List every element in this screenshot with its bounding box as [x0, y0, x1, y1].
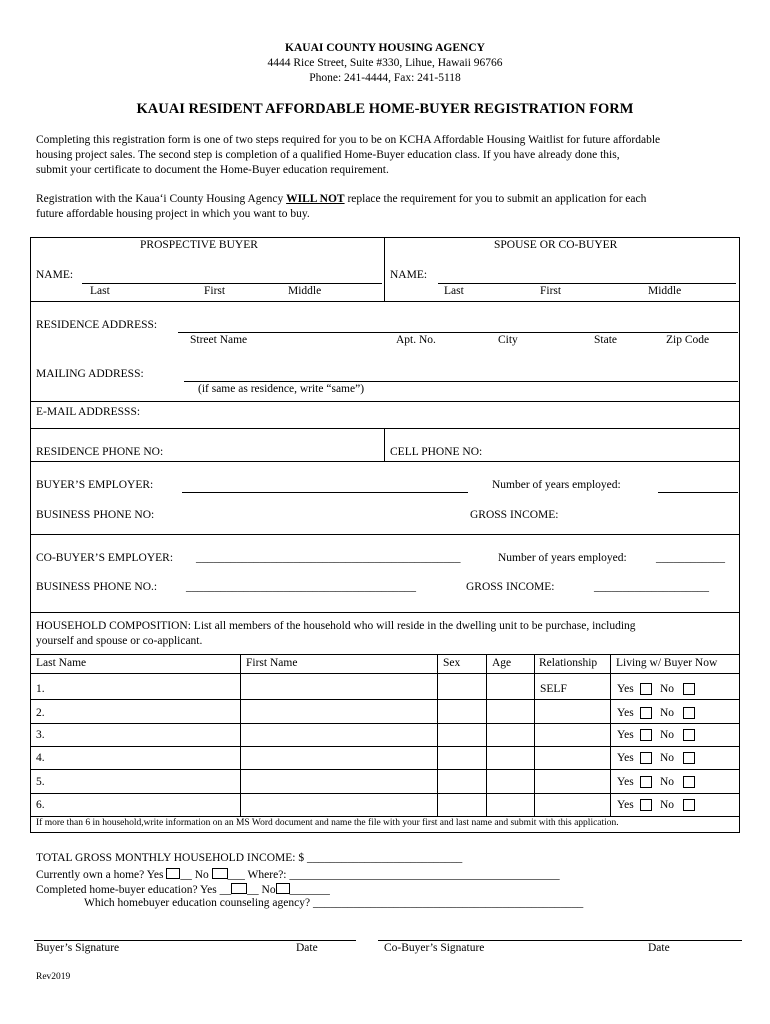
cobuyer-gross-income-label: GROSS INCOME: — [466, 581, 555, 593]
hh-yes-checkbox[interactable] — [640, 799, 652, 811]
cobuyer-name-label: NAME: — [390, 269, 428, 281]
notice-emphasis: WILL NOT — [286, 193, 345, 205]
hh-row-number: 3. — [36, 729, 45, 741]
hh-no-checkbox[interactable] — [683, 776, 695, 788]
row-divider — [30, 673, 740, 674]
row-divider — [30, 401, 740, 402]
buyer-employer-label: BUYER’S EMPLOYER: — [36, 479, 154, 491]
hh-yes-label: Yes — [617, 776, 634, 788]
own-home-no-checkbox[interactable] — [212, 868, 228, 879]
cobuyer-business-phone-label: BUSINESS PHONE NO.: — [36, 581, 158, 593]
row-divider — [30, 612, 740, 613]
buyer-signature-label: Buyer’s Signature — [36, 942, 120, 954]
street-label: Street Name — [190, 334, 248, 346]
cobuyer-years-label: Number of years employed: — [498, 552, 627, 564]
education-question: Completed home-buyer education? Yes __ — [36, 884, 232, 896]
notice-line-2: future affordable housing project in which you want to buy. — [36, 208, 310, 220]
own-home-yes-checkbox[interactable] — [166, 868, 180, 879]
row-divider — [30, 301, 740, 302]
row-divider — [30, 699, 740, 700]
hh-yes-label: Yes — [617, 752, 634, 764]
residence-phone-label: RESIDENCE PHONE NO: — [36, 446, 164, 458]
residence-address-field[interactable] — [178, 332, 738, 333]
row-divider — [30, 816, 740, 817]
intro-line-2: housing project sales. The second step is completion of a qualified Home-Buyer education class. If you have already done this, — [36, 149, 620, 161]
own-home-question: Currently own a home? Yes — [36, 869, 167, 881]
mailing-hint: (if same as residence, write “same”) — [198, 383, 365, 395]
hh-no-label: No — [660, 776, 675, 788]
hh-yes-checkbox[interactable] — [640, 707, 652, 719]
hh-header-sex: Sex — [443, 657, 461, 669]
email-label: E-MAIL ADDRESSS: — [36, 406, 141, 418]
education-line — [36, 882, 330, 896]
cobuyer-first-label: First — [540, 285, 562, 297]
hh-yes-label: Yes — [617, 683, 634, 695]
state-label: State — [594, 334, 617, 346]
notice-before: Registration with the Kaua‘i County Housing Agency — [36, 193, 287, 205]
cobuyer-signature-line[interactable] — [378, 940, 742, 941]
hh-row-number: 5. — [36, 776, 45, 788]
intro-line-1: Completing this registration form is one of two steps required for you to be on KCHA Affordable Housing Waitlist for future affordable — [36, 134, 661, 146]
buyer-name-label: NAME: — [36, 269, 74, 281]
own-home-where[interactable]: ___ Where?: _______________________________________________ — [227, 869, 560, 881]
own-home-no-text: __ No — [180, 869, 212, 881]
hh-row-number: 1. — [36, 683, 45, 695]
row-divider — [30, 746, 740, 747]
buyer-first-label: First — [204, 285, 226, 297]
education-no-text: __ No — [247, 884, 276, 896]
hh-no-checkbox[interactable] — [683, 707, 695, 719]
hh-no-checkbox[interactable] — [683, 683, 695, 695]
buyer-years-field[interactable] — [658, 492, 738, 493]
counseling-agency-line[interactable]: Which homebuyer education counseling agency? _______________________________________________ — [84, 897, 584, 909]
form-title: KAUAI RESIDENT AFFORDABLE HOME-BUYER REGISTRATION FORM — [136, 101, 634, 117]
hh-yes-checkbox[interactable] — [640, 729, 652, 741]
cobuyer-employer-field[interactable]: ______________________________________________ — [196, 552, 461, 564]
revision-label: Rev2019 — [36, 972, 71, 982]
col-header-buyer: PROSPECTIVE BUYER — [140, 239, 258, 251]
cobuyer-middle-label: Middle — [648, 285, 682, 297]
hh-yes-checkbox[interactable] — [640, 752, 652, 764]
hh-yes-label: Yes — [617, 799, 634, 811]
city-label: City — [498, 334, 518, 346]
hh-no-checkbox[interactable] — [683, 729, 695, 741]
phone-divider — [384, 428, 385, 461]
hh-no-label: No — [660, 752, 675, 764]
education-yes-checkbox[interactable] — [231, 883, 247, 894]
education-no-checkbox[interactable] — [276, 883, 290, 894]
cobuyer-gross-income-field[interactable]: ____________________ — [594, 581, 709, 593]
cobuyer-last-label: Last — [444, 285, 464, 297]
hh-no-label: No — [660, 799, 675, 811]
hh-no-label: No — [660, 683, 675, 695]
education-no-blank: _______ — [289, 884, 330, 896]
row-divider — [30, 769, 740, 770]
total-income-line[interactable]: TOTAL GROSS MONTHLY HOUSEHOLD INCOME: $ ___________________________ — [36, 852, 463, 864]
hh-row-number: 4. — [36, 752, 45, 764]
buyer-years-label: Number of years employed: — [492, 479, 621, 491]
hh-no-checkbox[interactable] — [683, 799, 695, 811]
hh-no-label: No — [660, 707, 675, 719]
agency-phone: Phone: 241-4444, Fax: 241-5118 — [309, 72, 461, 84]
buyer-business-phone-label: BUSINESS PHONE NO: — [36, 509, 155, 521]
hh-header-living: Living w/ Buyer Now — [616, 657, 718, 669]
hh-row-number: 2. — [36, 707, 45, 719]
cobuyer-name-field[interactable] — [438, 283, 736, 284]
column-divider — [384, 237, 385, 301]
row-divider — [30, 461, 740, 462]
intro-line-3: submit your certificate to document the Home-Buyer education requirement. — [36, 164, 389, 176]
row-divider — [30, 723, 740, 724]
own-home-line — [36, 867, 560, 881]
mailing-address-label: MAILING ADDRESS: — [36, 368, 144, 380]
zip-label: Zip Code — [666, 334, 710, 346]
cobuyer-business-phone-field[interactable]: ________________________________________ — [186, 581, 416, 593]
hh-yes-label: Yes — [617, 729, 634, 741]
cobuyer-date-label: Date — [648, 942, 670, 954]
household-line-2: yourself and spouse or co-applicant. — [36, 635, 203, 647]
buyer-gross-income-label: GROSS INCOME: — [470, 509, 559, 521]
row-divider — [30, 428, 740, 429]
hh-yes-label: Yes — [617, 707, 634, 719]
mailing-address-field[interactable] — [184, 381, 738, 382]
buyer-date-label: Date — [296, 942, 318, 954]
buyer-last-label: Last — [90, 285, 110, 297]
hh-no-label: No — [660, 729, 675, 741]
hh-header-relationship: Relationship — [539, 657, 598, 669]
buyer-name-field[interactable] — [82, 283, 382, 284]
buyer-employer-field[interactable] — [182, 492, 468, 493]
household-footnote: If more than 6 in household,write information on an MS Word document and name the file with your first and last name and submit with this application. — [36, 818, 619, 828]
cobuyer-years-field[interactable]: ____________ — [656, 552, 725, 564]
notice-line-1 — [36, 193, 646, 205]
agency-name: KAUAI COUNTY HOUSING AGENCY — [285, 42, 485, 54]
hh-no-checkbox[interactable] — [683, 752, 695, 764]
hh-row-number: 6. — [36, 799, 45, 811]
hh-row-relationship: SELF — [540, 683, 567, 695]
apt-label: Apt. No. — [396, 334, 436, 346]
agency-address: 4444 Rice Street, Suite #330, Lihue, Hawaii 96766 — [267, 57, 503, 69]
cobuyer-signature-label: Co-Buyer’s Signature — [384, 942, 485, 954]
hh-yes-checkbox[interactable] — [640, 776, 652, 788]
household-line-1: HOUSEHOLD COMPOSITION: List all members of the household who will reside in the dwelling unit to be purchase, including — [36, 620, 636, 632]
buyer-middle-label: Middle — [288, 285, 322, 297]
hh-header-age: Age — [492, 657, 512, 669]
row-divider — [30, 793, 740, 794]
buyer-signature-line[interactable] — [34, 940, 356, 941]
cobuyer-employer-label: CO-BUYER’S EMPLOYER: — [36, 552, 174, 564]
row-divider — [30, 654, 740, 655]
notice-after: replace the requirement for you to submit an application for each — [344, 193, 647, 205]
hh-header-last: Last Name — [36, 657, 87, 669]
hh-header-first: First Name — [246, 657, 298, 669]
hh-yes-checkbox[interactable] — [640, 683, 652, 695]
cell-phone-label: CELL PHONE NO: — [390, 446, 483, 458]
residence-address-label: RESIDENCE ADDRESS: — [36, 319, 158, 331]
row-divider — [30, 534, 740, 535]
col-header-cobuyer: SPOUSE OR CO-BUYER — [494, 239, 618, 251]
